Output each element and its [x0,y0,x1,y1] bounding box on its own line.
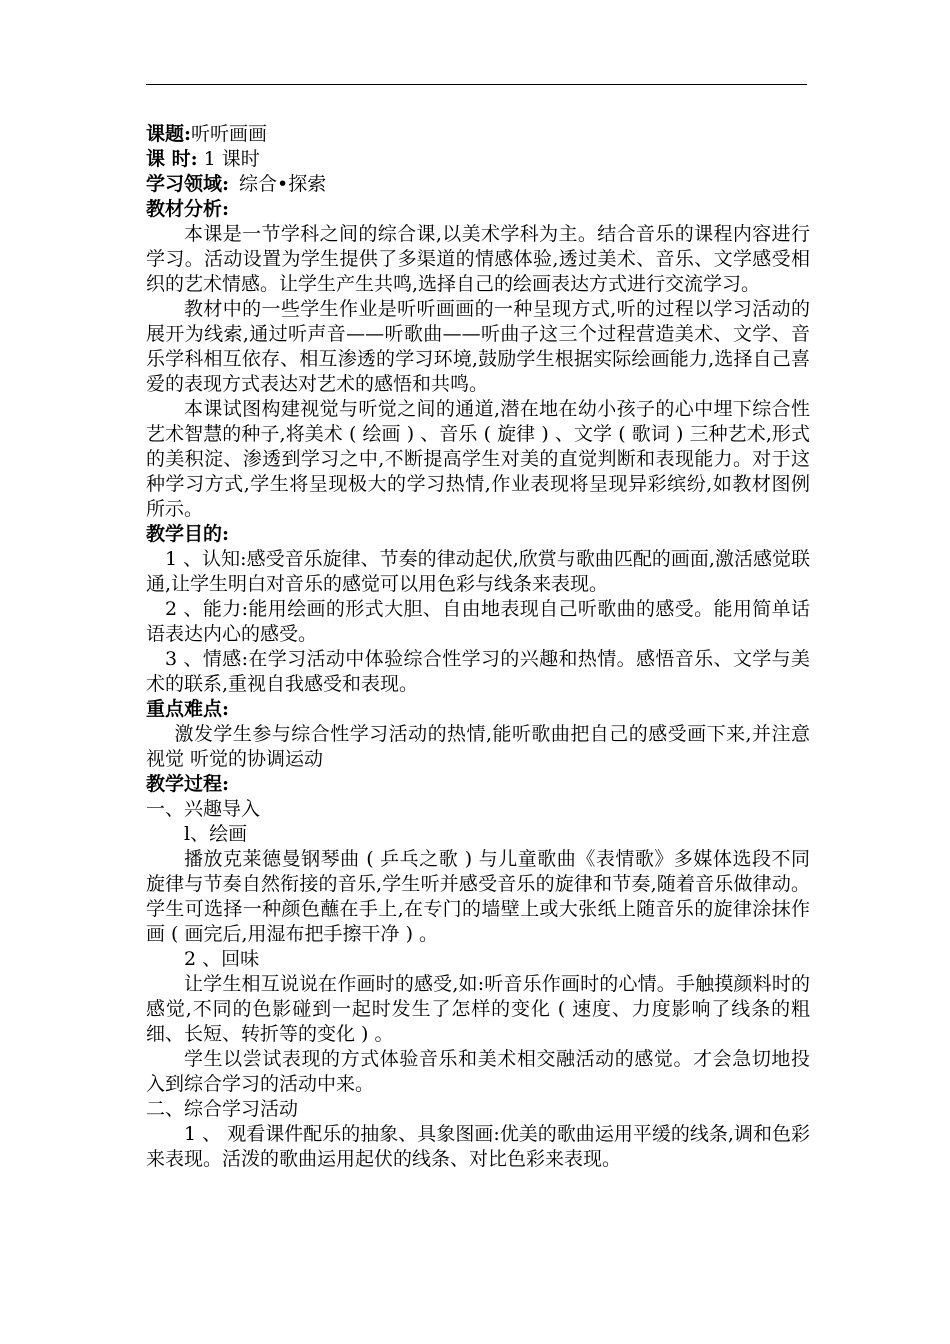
process-paragraph: 1 、 观看课件配乐的抽象、具象图画:优美的歌曲运用平缓的线条,调和色彩来表现。活泼的歌曲运用起伏的线条、对比色彩来表现。 [146,1123,810,1170]
subsection-title: 2 、回味 [184,948,260,970]
study-field-line [146,172,810,197]
keypoints-heading: 重点难点: [146,698,230,720]
process-paragraph: 让学生相互说说在作画时的感受,如:听音乐作画时的心情。手触摸颜料时的感觉,不同的色影碰到一起时发生了怎样的变化 ( 速度、力度影响了线条的粗细、长短、转折等的变化 ) 。 [146,973,810,1045]
analysis-paragraph: 本课试图构建视觉与听觉之间的通道,潜在地在幼小孩子的心中埋下综合性艺术智慧的种子,将美术 ( 绘画 ) 、音乐 ( 旋律 ) 、文学 ( 歌词 ) 三种艺术,形式的美积淀、渗透到学习之中,不断提高学生对美的直觉判断和表现能力。对于这种学习方式,学生将呈现极大的学习热情,作业表现将呈现异彩缤纷,如教材图例所示。 [146,398,810,520]
process-paragraph: 播放克莱德曼钢琴曲 ( 乒乓之歌 ) 与儿童歌曲《表情歌》多媒体选段不同旋律与节奏自然衔接的音乐,学生听并感受音乐的旋律和节奏,随着音乐做律动。学生可选择一种颜色蘸在手上,在专门的墙壁上或大张纸上随音乐的旋律涂抹作画 ( 画完后,用湿布把手擦干净 ) 。 [146,848,810,945]
field-value: 综合•探索 [239,173,327,195]
hours-value: 1 课时 [203,148,260,170]
goals-heading: 教学目的: [146,523,230,545]
analysis-paragraph: 本课是一节学科之间的综合课,以美术学科为主。结合音乐的课程内容进行学习。活动设置为学生提供了多渠道的情感体验,透过美术、音乐、文学感受相织的艺术情感。让学生产生共鸣,选择自己的绘画表达方式进行交流学习。 [146,223,810,295]
analysis-heading: 教材分析: [146,198,230,220]
section-title: 二、综合学习活动 [146,1098,299,1120]
course-label: 课题: [146,123,192,145]
process-paragraph: 学生以尝试表现的方式体验音乐和美术相交融活动的感觉。才会急切地投入到综合学习的活动中来。 [146,1048,810,1095]
goal-item: 2 、能力:能用绘画的形式大胆、自由地表现自己听歌曲的感受。能用简单话语表达内心的感受。 [146,598,810,645]
course-value: 听听画画 [191,123,268,145]
class-hours-line [146,147,810,172]
process-heading: 教学过程: [146,773,230,795]
section-title: 一、兴趣导入 [146,798,261,820]
analysis-paragraph: 教材中的一些学生作业是听听画画的一种呈现方式,听的过程以学习活动的展开为线索,通过听声音——听歌曲——听曲子这三个过程营造美术、文学、音乐学科相互依存、相互渗透的学习环境,鼓励学生根据实际绘画能力,选择自己喜爱的表现方式表达对艺术的感悟和共鸣。 [146,298,810,395]
hours-label: 课 时: [146,148,198,170]
goal-item: 1 、认知:感受音乐旋律、节奏的律动起伏,欣赏与歌曲匹配的画面,激活感觉联通,让学生明白对音乐的感觉可以用色彩与线条来表现。 [146,548,810,595]
subsection-title: l、绘画 [184,823,248,845]
field-label: 学习领域: [146,173,230,195]
header-rule [146,84,807,85]
goal-item: 3 、情感:在学习活动中体验综合性学习的兴趣和热情。感悟音乐、文学与美术的联系,重视自我感受和表现。 [146,648,810,695]
keypoints-text: 激发学生参与综合性学习活动的热情,能听歌曲把自己的感受画下来,并注意视觉 听觉的协调运动 [146,723,810,770]
lesson-plan-body [146,122,810,1172]
course-title-line [146,122,810,147]
